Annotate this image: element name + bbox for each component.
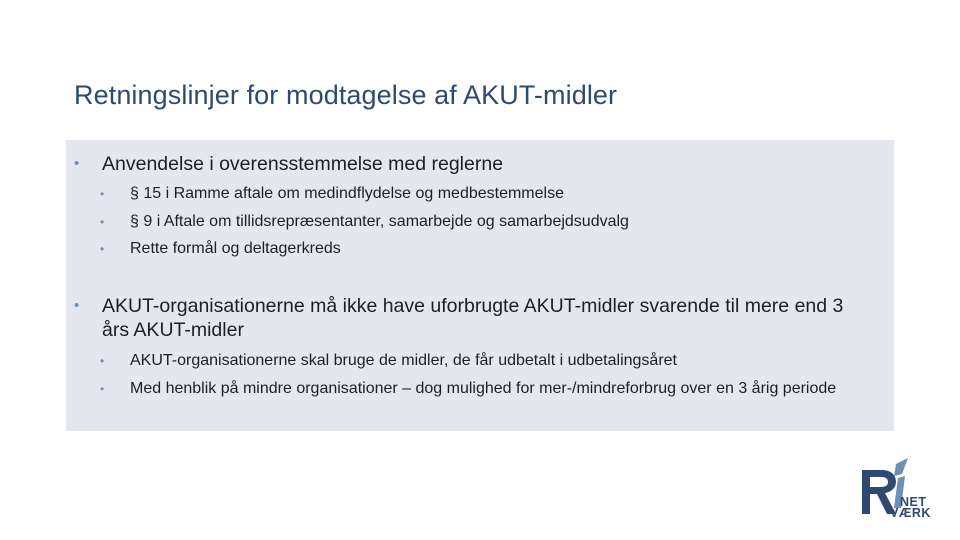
sub-bullet-dot-icon: • xyxy=(100,354,105,368)
logo-text-line1: NET xyxy=(900,495,927,509)
content-box xyxy=(66,140,894,431)
bullet-text: Anvendelse i overensstemmelse med reglerne xyxy=(102,153,504,175)
netvaerk-logo xyxy=(858,458,930,520)
slide-title: Retningslinjer for modtagelse af AKUT-midler xyxy=(74,80,618,110)
sub-bullet-text: AKUT-organisationerne skal bruge de midler, de får udbetalt i udbetalingsåret xyxy=(130,352,677,369)
sub-bullet-dot-icon: • xyxy=(100,382,105,396)
sub-bullet-dot-icon: • xyxy=(100,187,105,201)
logo-text-line2: VÆRK xyxy=(890,506,931,520)
sub-bullet-text: Rette formål og deltagerkreds xyxy=(130,240,341,257)
bullet-text: AKUT-organisationerne må ikke have uforbrugte AKUT-midler svarende til mere end 3 års AKUT-midler xyxy=(102,295,844,341)
sub-bullet-item xyxy=(100,377,870,401)
sub-bullet-item xyxy=(100,237,870,261)
sub-bullet-item xyxy=(100,182,870,206)
sub-bullet-item xyxy=(100,210,870,234)
sub-bullet-text: § 15 i Ramme aftale om medindflydelse og medbestemmelse xyxy=(130,185,564,202)
sub-bullet-dot-icon: • xyxy=(100,215,105,229)
bullet-dot-icon: • xyxy=(74,297,80,314)
sub-bullet-text: § 9 i Aftale om tillidsrepræsentanter, samarbejde og samarbejdsudvalg xyxy=(130,213,629,230)
bullet-item xyxy=(74,294,874,342)
sub-bullet-item xyxy=(100,349,870,373)
bullet-dot-icon: • xyxy=(74,155,80,172)
sub-bullet-text: Med henblik på mindre organisationer – dog mulighed for mer-/mindreforbrug over en 3 årig periode xyxy=(130,380,837,397)
sub-bullet-dot-icon: • xyxy=(100,242,105,256)
bullet-item xyxy=(74,152,874,176)
